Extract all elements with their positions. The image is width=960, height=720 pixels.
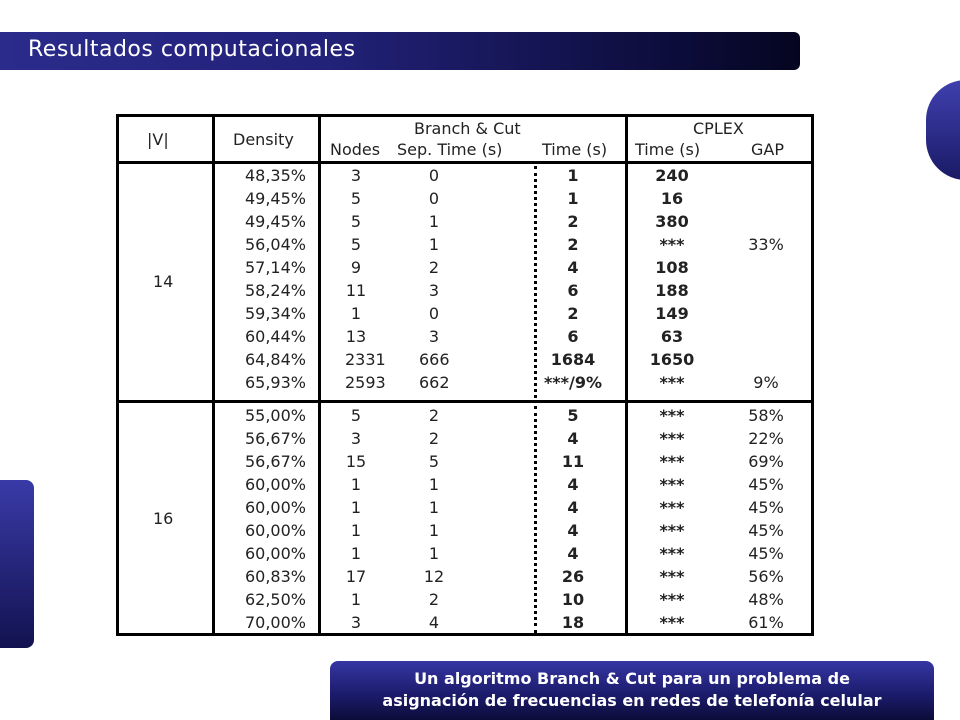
cplex-time-cell: ***: [659, 373, 685, 392]
cplex-time-cell: 108: [655, 258, 689, 277]
gap-cell: [744, 164, 788, 187]
sep-time-cell: 0: [428, 189, 440, 208]
time-cell: 2: [567, 235, 579, 254]
nodes-cell: 3: [350, 166, 362, 185]
sep-time-cell: 2: [428, 406, 440, 425]
sep-time-cell: 2: [428, 590, 440, 609]
nodes-cell: 1: [350, 498, 362, 517]
gap-cell: [744, 210, 788, 233]
density-cell: 48,35%: [244, 166, 306, 185]
time-cell: 4: [567, 544, 579, 563]
group-v-14: 14: [153, 272, 174, 291]
footer-line-1: Un algoritmo Branch & Cut para un problema de: [414, 669, 850, 688]
gap-cell: [744, 187, 788, 210]
sep-time-cell: 0: [428, 166, 440, 185]
time-cell: 1: [567, 166, 579, 185]
cplex-time-cell: 149: [655, 304, 689, 323]
nodes-cell: 17: [345, 567, 367, 586]
sep-time-cell: 662: [419, 373, 450, 392]
grid-line: [212, 117, 215, 633]
nodes-cell: 1: [350, 521, 362, 540]
cplex-time-cell: ***: [659, 567, 685, 586]
nodes-cell: 2331: [345, 350, 386, 369]
footer-banner: [330, 661, 934, 720]
header-gap: GAP: [751, 140, 784, 159]
time-cell: 26: [561, 567, 585, 586]
cplex-time-cell: ***: [659, 475, 685, 494]
nodes-cell: 5: [350, 212, 362, 231]
density-cell: 62,50%: [244, 590, 306, 609]
density-cell: 56,67%: [244, 452, 306, 471]
nodes-cell: 9: [350, 258, 362, 277]
density-cell: 59,34%: [244, 304, 306, 323]
sep-time-cell: 3: [428, 281, 440, 300]
time-cell: 2: [567, 212, 579, 231]
cplex-time-cell: ***: [659, 590, 685, 609]
time-cell: 6: [567, 281, 579, 300]
sep-time-cell: 4: [428, 613, 440, 632]
cplex-time-cell: ***: [659, 498, 685, 517]
grid-line: [318, 117, 321, 633]
gap-cell: 45%: [748, 544, 784, 563]
gap-cell: [744, 256, 788, 279]
density-cell: 60,83%: [244, 567, 306, 586]
cplex-time-cell: 188: [655, 281, 689, 300]
gap-cell: [744, 325, 788, 348]
density-cell: 56,67%: [244, 429, 306, 448]
density-cell: 55,00%: [244, 406, 306, 425]
nodes-cell: 1: [350, 590, 362, 609]
density-cell: 64,84%: [244, 350, 306, 369]
slide-title-bar: [0, 32, 800, 70]
sep-time-cell: 666: [419, 350, 450, 369]
header-branch-cut: Branch & Cut: [414, 119, 521, 138]
density-cell: 60,00%: [244, 475, 306, 494]
cplex-time-cell: ***: [659, 452, 685, 471]
header-v: |V|: [147, 130, 169, 149]
nodes-cell: 15: [345, 452, 367, 471]
sep-time-cell: 2: [428, 258, 440, 277]
cplex-time-cell: ***: [659, 544, 685, 563]
sep-time-cell: 1: [428, 544, 440, 563]
gap-cell: 61%: [748, 613, 784, 632]
sep-time-cell: 5: [428, 452, 440, 471]
results-table: [116, 114, 814, 636]
header-cplex-time: Time (s): [635, 140, 701, 159]
density-cell: 57,14%: [244, 258, 306, 277]
density-cell: 58,24%: [244, 281, 306, 300]
slide-title: Resultados computacionales: [28, 37, 356, 62]
nodes-cell: 11: [345, 281, 367, 300]
grid-line: [119, 400, 811, 403]
gap-cell: 45%: [748, 521, 784, 540]
gap-cell: [744, 279, 788, 302]
time-cell: 5: [567, 406, 579, 425]
time-cell: 1: [567, 189, 579, 208]
cplex-time-cell: ***: [659, 521, 685, 540]
sep-time-cell: 12: [423, 567, 445, 586]
group-v-16: 16: [153, 509, 174, 528]
cplex-time-cell: 380: [655, 212, 689, 231]
cplex-time-cell: ***: [659, 613, 685, 632]
nodes-cell: 2593: [345, 373, 386, 392]
time-cell: ***/9%: [543, 373, 603, 392]
sep-time-cell: 1: [428, 212, 440, 231]
cplex-time-cell: ***: [659, 235, 685, 254]
nodes-cell: 1: [350, 475, 362, 494]
header-sep-time: Sep. Time (s): [397, 140, 503, 159]
time-cell: 6: [567, 327, 579, 346]
sep-time-cell: 2: [428, 429, 440, 448]
nodes-cell: 3: [350, 613, 362, 632]
gap-cell: [744, 302, 788, 325]
nodes-cell: 13: [345, 327, 367, 346]
grid-line: [119, 161, 811, 164]
density-cell: 65,93%: [244, 373, 306, 392]
density-cell: 56,04%: [244, 235, 306, 254]
cplex-time-cell: ***: [659, 406, 685, 425]
nodes-cell: 3: [350, 429, 362, 448]
sep-time-cell: 1: [428, 521, 440, 540]
gap-cell: 22%: [748, 429, 784, 448]
gap-cell: 58%: [748, 406, 784, 425]
gap-cell: [744, 348, 788, 371]
time-cell: 10: [561, 590, 585, 609]
nodes-cell: 5: [350, 235, 362, 254]
density-cell: 49,45%: [244, 212, 306, 231]
density-cell: 60,00%: [244, 544, 306, 563]
density-cell: 60,44%: [244, 327, 306, 346]
time-cell: 4: [567, 429, 579, 448]
header-time: Time (s): [542, 140, 608, 159]
nodes-cell: 5: [350, 406, 362, 425]
cplex-time-cell: 63: [660, 327, 684, 346]
time-cell: 4: [567, 475, 579, 494]
density-cell: 70,00%: [244, 613, 306, 632]
density-cell: 60,00%: [244, 498, 306, 517]
cplex-time-cell: 1650: [649, 350, 695, 369]
header-cplex: CPLEX: [693, 119, 744, 138]
gap-cell: 9%: [753, 373, 779, 392]
time-cell: 1684: [550, 350, 596, 369]
nodes-cell: 5: [350, 189, 362, 208]
time-cell: 4: [567, 521, 579, 540]
footer-line-2: asignación de frecuencias en redes de telefonía celular: [382, 691, 882, 710]
time-cell: 4: [567, 498, 579, 517]
time-cell: 2: [567, 304, 579, 323]
decorative-shape-right: [926, 80, 960, 180]
time-cell: 4: [567, 258, 579, 277]
nodes-cell: 1: [350, 304, 362, 323]
cplex-time-cell: ***: [659, 429, 685, 448]
gap-cell: 56%: [748, 567, 784, 586]
density-cell: 49,45%: [244, 189, 306, 208]
gap-cell: 69%: [748, 452, 784, 471]
gap-cell: 45%: [748, 498, 784, 517]
cplex-time-cell: 240: [655, 166, 689, 185]
density-cell: 60,00%: [244, 521, 306, 540]
grid-line: [625, 117, 628, 633]
gap-cell: 45%: [748, 475, 784, 494]
header-density: Density: [233, 130, 294, 149]
sep-time-cell: 0: [428, 304, 440, 323]
sep-time-cell: 3: [428, 327, 440, 346]
gap-cell: 48%: [748, 590, 784, 609]
nodes-cell: 1: [350, 544, 362, 563]
cplex-time-cell: 16: [660, 189, 684, 208]
header-nodes: Nodes: [330, 140, 381, 159]
time-cell: 11: [561, 452, 585, 471]
time-cell: 18: [561, 613, 585, 632]
sep-time-cell: 1: [428, 475, 440, 494]
sep-time-cell: 1: [428, 498, 440, 517]
sep-time-cell: 1: [428, 235, 440, 254]
gap-cell: 33%: [748, 235, 784, 254]
decorative-shape-left: [0, 480, 34, 648]
